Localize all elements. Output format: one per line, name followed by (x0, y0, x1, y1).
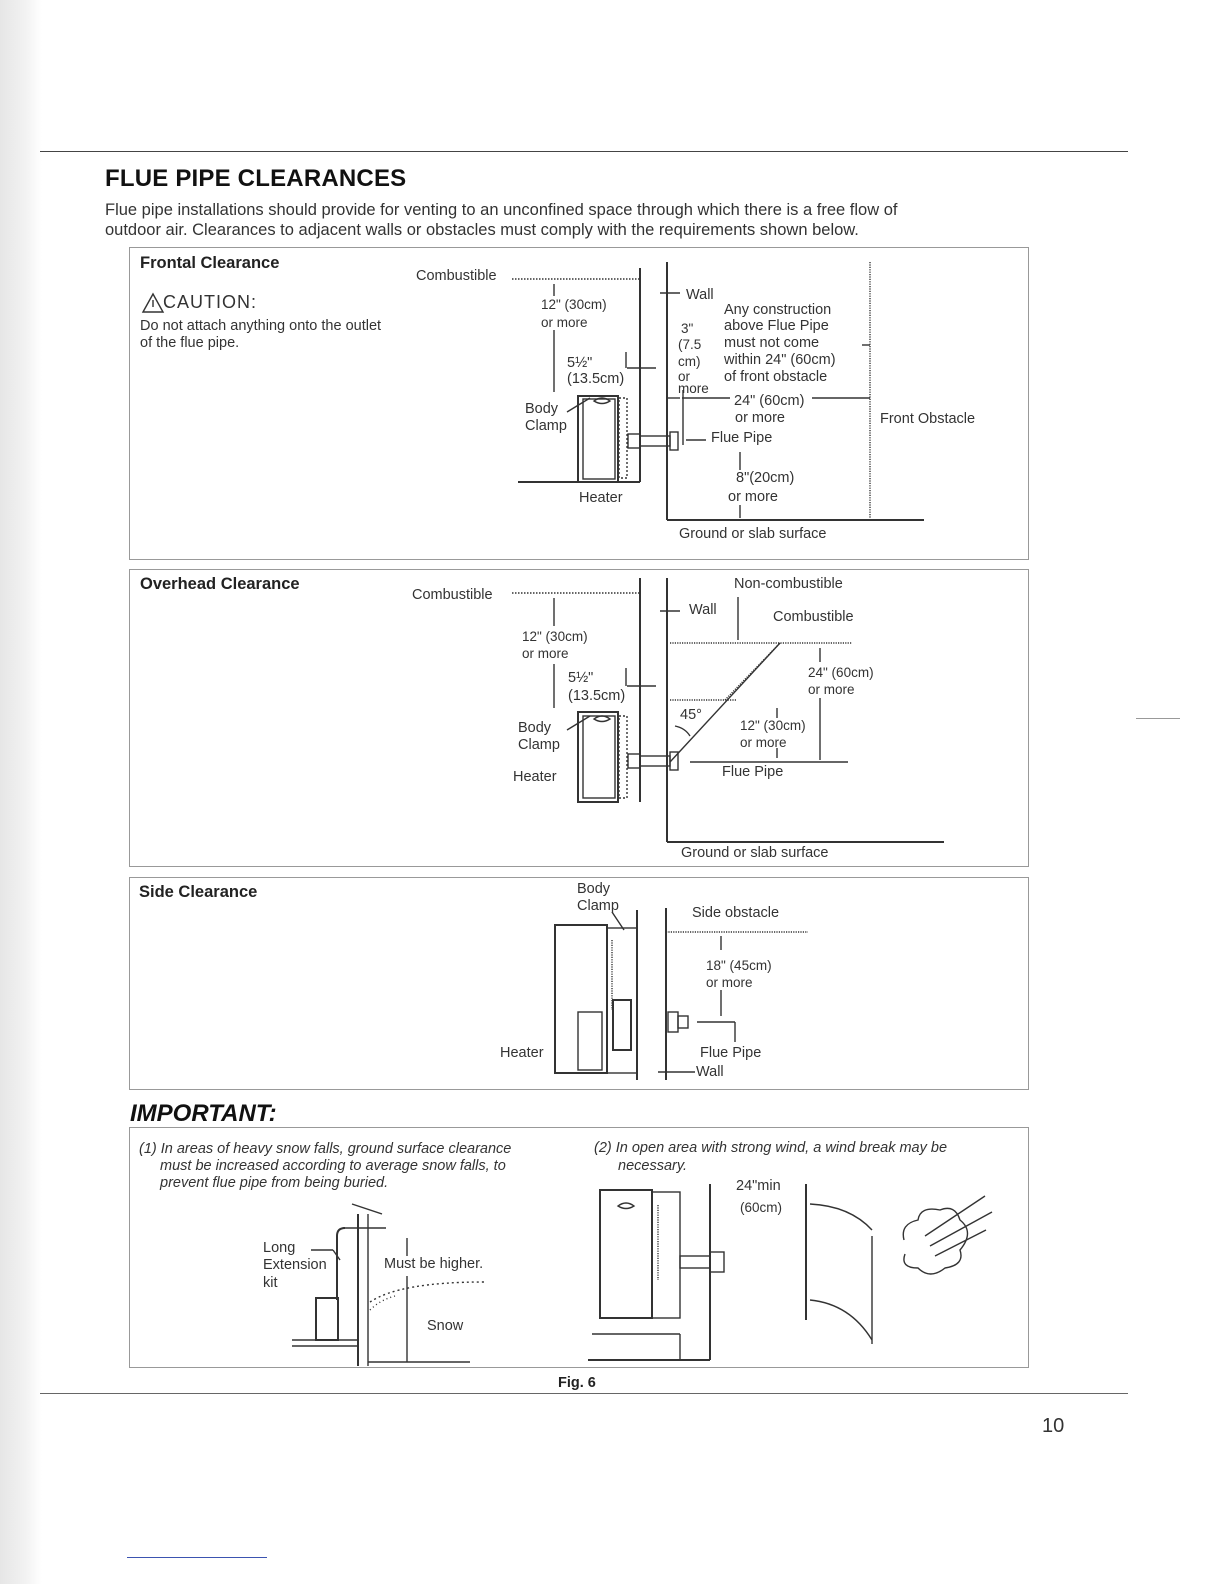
side-18in-label: 18" (45cm) (706, 958, 772, 973)
frontal-clearance-title: Frontal Clearance (140, 254, 280, 272)
frontal-wall-label: Wall (686, 287, 714, 303)
frontal-flue-pipe-label: Flue Pipe (711, 430, 773, 446)
frontal-12in-more: or more (541, 315, 588, 330)
overhead-45deg-label: 45° (680, 707, 702, 723)
long-label: Long (263, 1240, 296, 1256)
caution-text-2: of the flue pipe. (140, 335, 240, 351)
frontal-8in-label: 8"(20cm) (736, 470, 795, 486)
frontal-3in-b: (7.5 (678, 337, 702, 352)
caution-text-1: Do not attach anything onto the outlet (140, 318, 382, 334)
frontal-any-1: Any construction (724, 302, 832, 318)
frontal-any-2: above Flue Pipe (724, 318, 829, 334)
frontal-24in-label: 24" (60cm) (734, 393, 805, 409)
overhead-24in-label: 24" (60cm) (808, 665, 874, 680)
60cm-label: (60cm) (740, 1200, 783, 1215)
frontal-8in-more: or more (728, 489, 778, 505)
24in-min-label: 24"min (736, 1178, 781, 1194)
must-be-higher-label: Must be higher. (384, 1256, 484, 1272)
frontal-combustible-label: Combustible (416, 268, 497, 284)
side-body-label: Body (577, 881, 611, 897)
frontal-5in-label: 5½" (567, 355, 593, 371)
frontal-12in-label: 12" (30cm) (541, 297, 607, 312)
note-2-line-1: (2) In open area with strong wind, a wind break may be (594, 1140, 948, 1156)
overhead-13cm-label: (13.5cm) (568, 688, 626, 704)
page-title: FLUE PIPE CLEARANCES (105, 165, 407, 192)
overhead-12in-right-more: or more (740, 735, 787, 750)
note-1-line-3: prevent flue pipe from being buried. (160, 1175, 389, 1191)
frontal-3in-d: or (678, 369, 691, 384)
intro-line-2: outdoor air. Clearances to adjacent walls or obstacles must comply with the requirements shown below. (105, 221, 859, 239)
frontal-3in-a: 3" (681, 321, 694, 336)
margin-mark (1136, 718, 1180, 719)
frontal-any-4: within 24" (60cm) (724, 352, 836, 368)
note-1-line-1: (1) In areas of heavy snow falls, ground surface clearance (139, 1141, 512, 1157)
frontal-any-5: of front obstacle (724, 369, 828, 385)
overhead-clearance-title: Overhead Clearance (140, 575, 300, 593)
overhead-12in-label: 12" (30cm) (522, 629, 588, 644)
frontal-clamp-label: Clamp (525, 418, 567, 434)
bottom-rule (40, 1393, 1128, 1394)
note-2-line-2: necessary. (618, 1158, 688, 1174)
overhead-combustible-label: Combustible (412, 587, 493, 603)
side-wall-label: Wall (696, 1064, 724, 1080)
front-obstacle-label: Front Obstacle (880, 411, 976, 427)
decorative-underline (127, 1557, 267, 1558)
caution-label: CAUTION: (163, 292, 258, 312)
overhead-flue-pipe-label: Flue Pipe (722, 764, 784, 780)
overhead-24in-more: or more (808, 682, 855, 697)
frontal-ground-label: Ground or slab surface (679, 526, 827, 542)
overhead-combustible-right-label: Combustible (773, 609, 854, 625)
overhead-non-combustible-label: Non-combustible (734, 576, 843, 592)
overhead-12in-right-label: 12" (30cm) (740, 718, 806, 733)
extension-label: Extension (263, 1257, 327, 1273)
side-flue-pipe-label: Flue Pipe (700, 1045, 762, 1061)
frontal-body-label: Body (525, 401, 559, 417)
side-obstacle-label: Side obstacle (692, 905, 780, 921)
side-heater-label: Heater (500, 1045, 544, 1061)
figure-caption: Fig. 6 (558, 1375, 596, 1391)
frontal-24in-more: or more (735, 410, 785, 426)
side-clearance-title: Side Clearance (139, 883, 258, 901)
overhead-heater-label: Heater (513, 769, 557, 785)
side-18in-more: or more (706, 975, 753, 990)
overhead-clamp-label: Clamp (518, 737, 560, 753)
note-1-line-2: must be increased according to average snow falls, to (160, 1158, 506, 1174)
frontal-3in-c: cm) (678, 354, 701, 369)
kit-label: kit (263, 1275, 278, 1291)
overhead-wall-label: Wall (689, 602, 717, 618)
intro-line-1: Flue pipe installations should provide for venting to an unconfined space through which there is a free flow of (105, 201, 898, 219)
page-number: 10 (1042, 1415, 1065, 1437)
frontal-13cm-label: (13.5cm) (567, 371, 625, 387)
overhead-body-label: Body (518, 720, 552, 736)
frontal-heater-label: Heater (579, 490, 623, 506)
overhead-ground-label: Ground or slab surface (681, 845, 829, 861)
important-heading: IMPORTANT: (130, 1100, 277, 1127)
frontal-any-3: must not come (724, 335, 820, 351)
side-clamp-label: Clamp (577, 898, 619, 914)
frontal-3in-e: more (678, 381, 709, 396)
overhead-5in-label: 5½" (568, 670, 594, 686)
overhead-12in-more: or more (522, 646, 569, 661)
snow-label: Snow (427, 1318, 464, 1334)
